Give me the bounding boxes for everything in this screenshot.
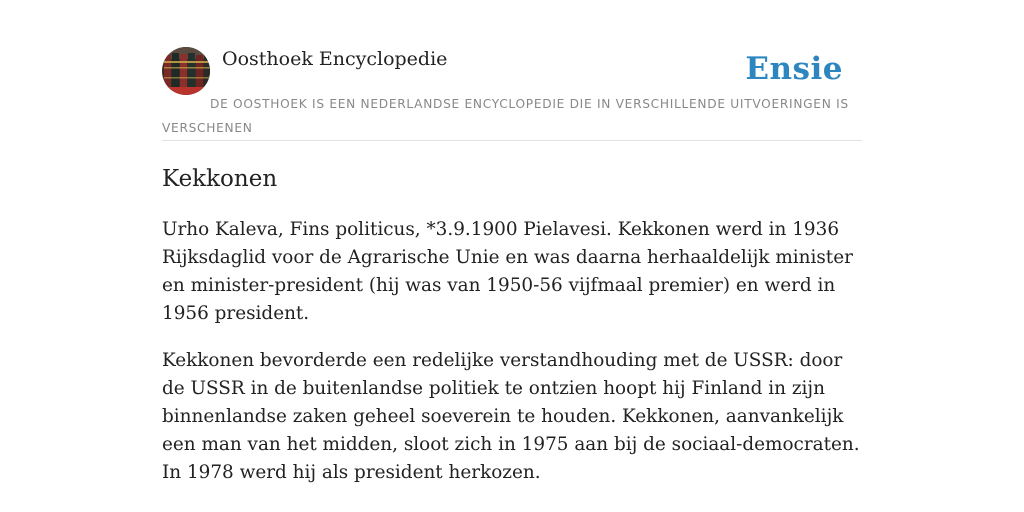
brand-logo[interactable]: Ensie — [745, 51, 843, 87]
article-title: Kekkonen — [162, 166, 278, 192]
encyclopedia-books-icon[interactable] — [162, 47, 210, 95]
article-paragraph: Kekkonen bevorderde een redelijke verstandhouding met de USSR: door de USSR in de buitenlandse politiek te ontzien hoopt hij Finland in zijn binnenlandse zaken geheel soeverein te houden. Kekkonen, aanvankelijk een man van het midden, sloot zich in 1975 aan bij de sociaal-democraten. In 1978 werd hij als president herkozen. — [162, 350, 860, 483]
site-title[interactable]: Oosthoek Encyclopedie — [222, 48, 448, 70]
article — [162, 163, 862, 487]
site-tagline: DE OOSTHOEK IS EEN NEDERLANDSE ENCYCLOPEDIE DIE IN VERSCHILLENDE UITVOERINGEN IS VERSCHENEN — [162, 97, 849, 135]
header — [162, 46, 862, 141]
article-paragraph: Urho Kaleva, Fins politicus, *3.9.1900 Pielavesi. Kekkonen werd in 1936 Rijksdaglid voor de Agrarische Unie en was daarna herhaaldelijk minister en minister-president (hij was van 1950-56 vijfmaal premier) en werd in 1956 president. — [162, 219, 853, 324]
